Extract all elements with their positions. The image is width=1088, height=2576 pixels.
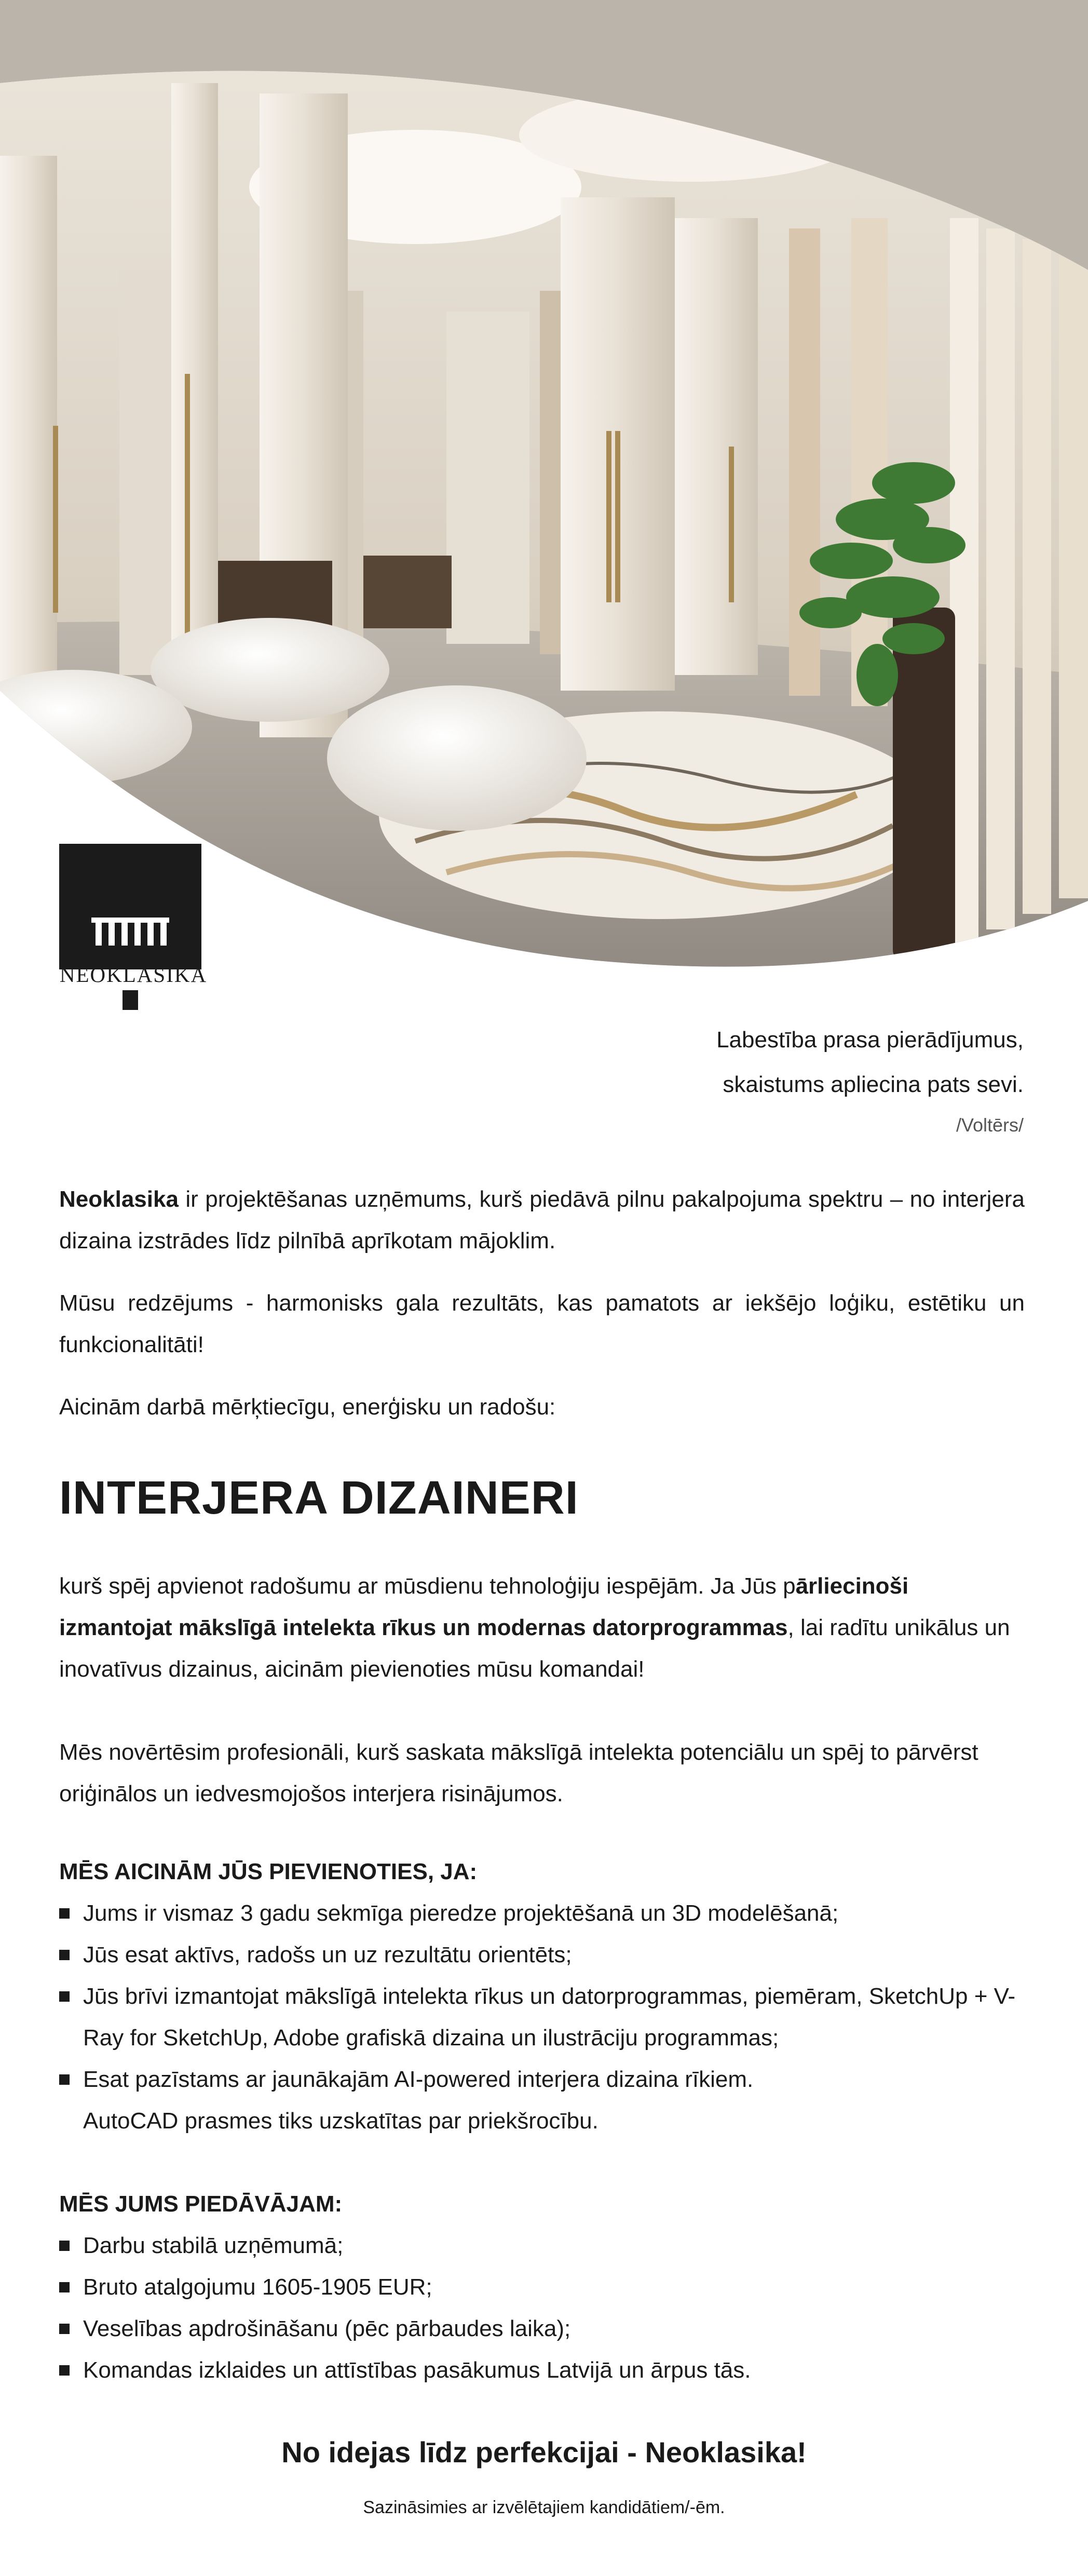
list-item: Veselības apdrošināšanu (pēc pārbaudes laika); <box>59 2308 1025 2350</box>
bullet-square-icon <box>59 2241 70 2251</box>
bullet-square-icon <box>59 1908 70 1919</box>
list-item: Jūs esat aktīvs, radošs un uz rezultātu orientēts; <box>59 1934 1025 1976</box>
list-item: Bruto atalgojumu 1605-1905 EUR; <box>59 2267 1025 2308</box>
bullet-square-icon <box>59 1991 70 2002</box>
hero-interior-image <box>0 0 1088 987</box>
company-name: Neoklasika <box>59 1186 179 1212</box>
slogan: No idejas līdz perfekcijai - Neoklasika! <box>281 2436 807 2469</box>
position-section <box>59 1469 1025 1527</box>
description-bold: ārliecinoši izmantojat mākslīgā intelekta rīkus un modernas datorprogrammas <box>59 1573 909 1640</box>
bullet-square-icon <box>59 2282 70 2292</box>
autocad-note: AutoCAD prasmes tiks uzskatītas par priekšrocību. <box>83 2108 599 2134</box>
list-item: Darbu stabilā uzņēmumā; <box>59 2225 1025 2267</box>
description-paragraph-2: Mēs novērtēsim profesionāli, kurš saskata mākslīgā intelekta potenciālu un spēj to pārvērst oriģinālos un iedvesmojošos interjera risinājumos. <box>59 1739 978 1806</box>
neoklasika-logo <box>59 844 208 1000</box>
bullet-square-icon <box>59 1950 70 1960</box>
offer-section <box>59 2183 1025 2391</box>
quote-block <box>716 1018 1024 1143</box>
bullet-square-icon <box>59 2324 70 2334</box>
intro-text: ir projektēšanas uzņēmums, kurš piedāvā pilnu pakalpojuma spektru – no interjera dizaina izstrādes līdz pilnībā aprīkotam mājoklim. <box>59 1186 1025 1253</box>
list-item: Komandas izklaides un attīstības pasākumus Latvijā un ārpus tās. <box>59 2350 1025 2391</box>
invite-paragraph: Aicinām darbā mērķtiecīgu, enerģisku un radošu: <box>59 1394 556 1420</box>
quote-author: /Voltērs/ <box>956 1114 1024 1136</box>
description-section <box>59 1566 1025 1815</box>
logo-text: NEOKLASIKA <box>59 963 208 987</box>
quote-line-1: Labestība prasa pierādījumus, <box>716 1027 1024 1053</box>
logo-tab <box>123 990 138 1010</box>
logo-mark <box>59 844 201 969</box>
vision-paragraph: Mūsu redzējums - harmonisks gala rezultāts, kas pamatots ar iekšējo loģiku, estētiku un funkcionalitāti! <box>59 1290 1025 1357</box>
requirements-heading: MĒS AICINĀM JŪS PIEVIENOTIES, JA: <box>59 1859 478 1884</box>
intro-paragraph <box>59 1179 1025 1262</box>
description-paragraph <box>59 1566 1025 1690</box>
intro-section <box>59 1179 1025 1428</box>
list-item: Esat pazīstams ar jaunākajām AI-powered interjera dizaina rīkiem. <box>59 2059 1025 2100</box>
bullet-square-icon <box>59 2365 70 2376</box>
list-item: Jums ir vismaz 3 gadu sekmīga pieredze projektēšanā un 3D modelēšanā; <box>59 1893 1025 1934</box>
contact-note: Sazināsimies ar izvēlētajiem kandidātiem/-ēm. <box>363 2498 725 2517</box>
description-part-2: , lai radītu unikālus un inovatīvus dizainus, aicinām pievienoties mūsu komandai! <box>59 1615 1010 1682</box>
list-item: Jūs brīvi izmantojat mākslīgā intelekta rīkus un datorprogrammas, piemēram, SketchUp + V-Ray for SketchUp, Adobe grafiskā dizaina un ilustrāciju programmas; <box>59 1976 1025 2059</box>
offer-heading: MĒS JUMS PIEDĀVĀJAM: <box>59 2191 343 2217</box>
position-title: INTERJERA DIZAINERI <box>59 1472 579 1524</box>
bullet-square-icon <box>59 2074 70 2085</box>
requirements-list <box>59 1893 1025 2100</box>
quote-line-2: skaistums apliecina pats sevi. <box>723 1072 1024 1097</box>
description-part-1: kurš spēj apvienot radošumu ar mūsdienu tehnoloģiju iespējām. Ja Jūs p <box>59 1573 796 1599</box>
offer-list <box>59 2225 1025 2391</box>
requirements-section <box>59 1851 1025 2142</box>
